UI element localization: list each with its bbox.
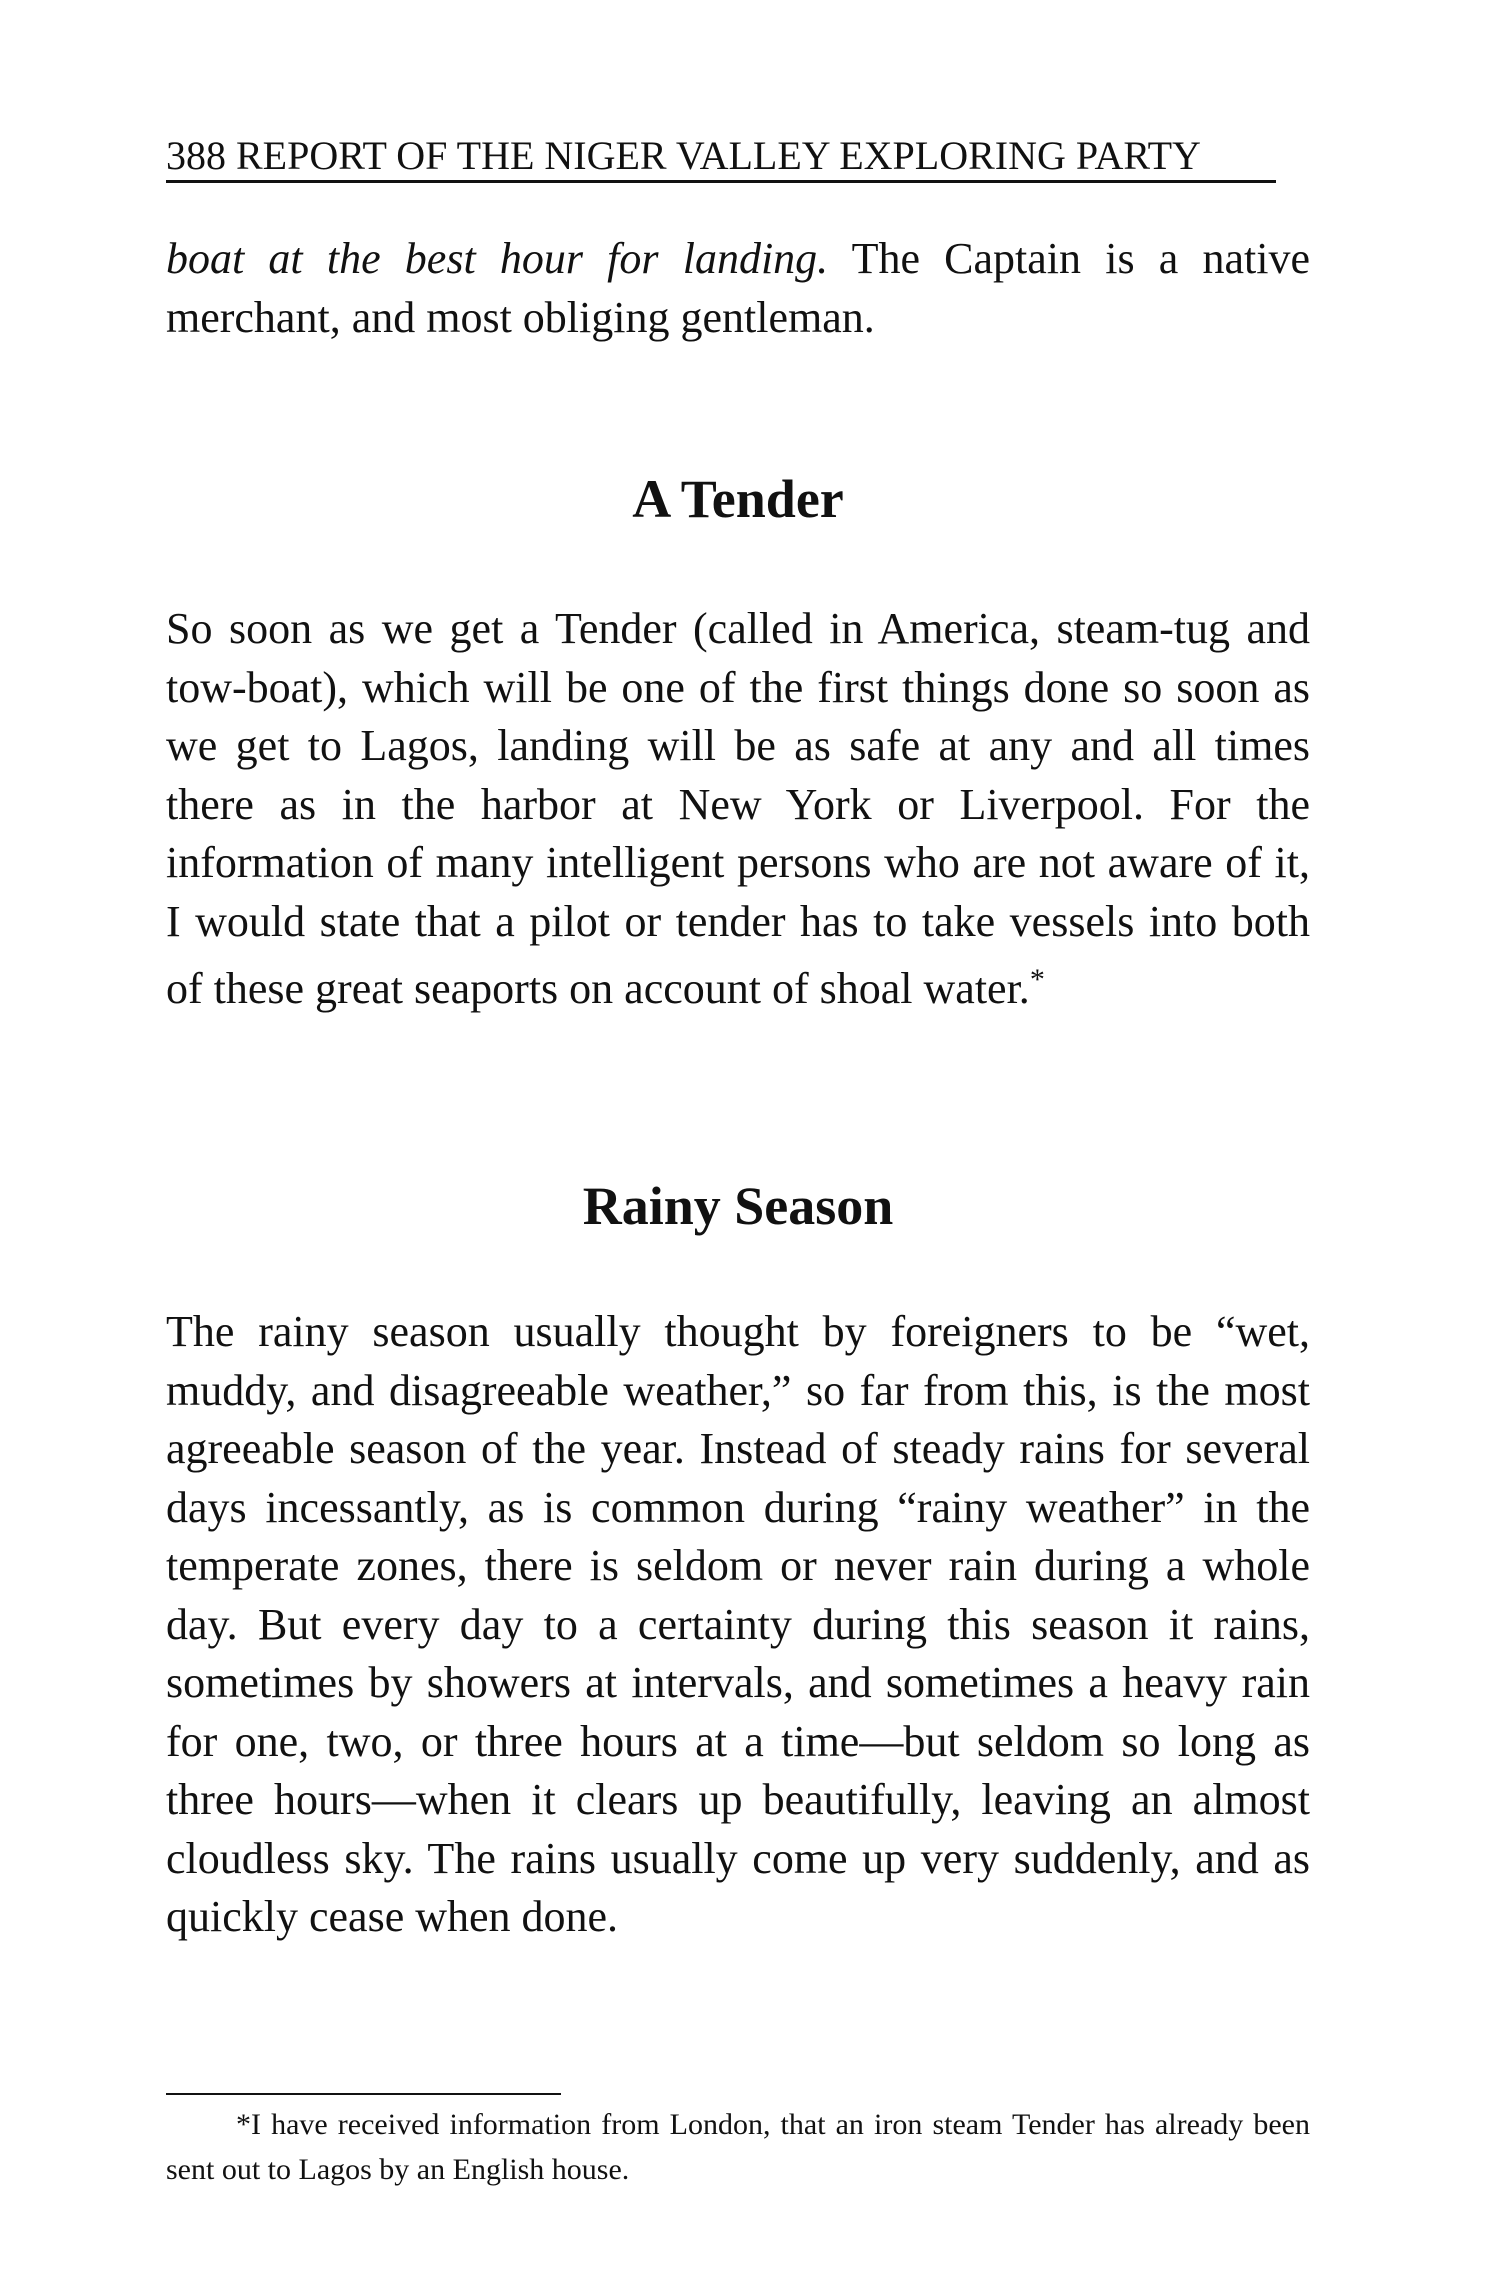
section-heading-tender: A Tender [632, 469, 844, 529]
paragraph-rainy-season: The rainy season usually thought by foreigners to be “wet, muddy, and disagreeable weather,” so far from this, is the most agreeable season of the year. Instead of steady rains for several days incessantly, as is common during “rainy weather” in the temperate zones, there is seldom or never rain during a whole day. But every day to a certainty during this season it rains, sometimes by showers at intervals, and sometimes a heavy rain for one, two, or three hours at a time—but seldom so long as three hours—when it clears up beautifully, leaving an almost cloudless sky. The rains usually come up very suddenly, and as quickly cease when done. [166, 1307, 1310, 1941]
footnote-marker: * [1029, 963, 1045, 996]
paragraph-boat-landing [166, 230, 1310, 347]
paragraph-tender [166, 600, 1310, 1019]
footnote: *I have received information from London, that an iron steam Tender has already been sent out to Lagos by an English house. [166, 2108, 1310, 2186]
paragraph-rest-text: The Captain is a native merchant, and most obliging gentleman. [166, 234, 1310, 342]
italic-lead-text: boat at the best hour for landing. [166, 234, 829, 283]
header-rule [166, 180, 1276, 183]
section-heading-rainy-season: Rainy Season [582, 1176, 894, 1236]
paragraph-tender-text: So soon as we get a Tender (called in America, steam-tug and tow-boat), which will be one of the first things done so soon as we get to Lagos, landing will be as safe at any and all times there as in the harbor at New York or Liverpool. For the information of many intelligent persons who are not aware of it, I would state that a pilot or tender has to take vessels into both of these great seaports on account of shoal water. [166, 604, 1310, 1013]
running-head: 388 REPORT OF THE NIGER VALLEY EXPLORING PARTY [166, 133, 1201, 178]
footnote-rule [166, 2093, 561, 2095]
